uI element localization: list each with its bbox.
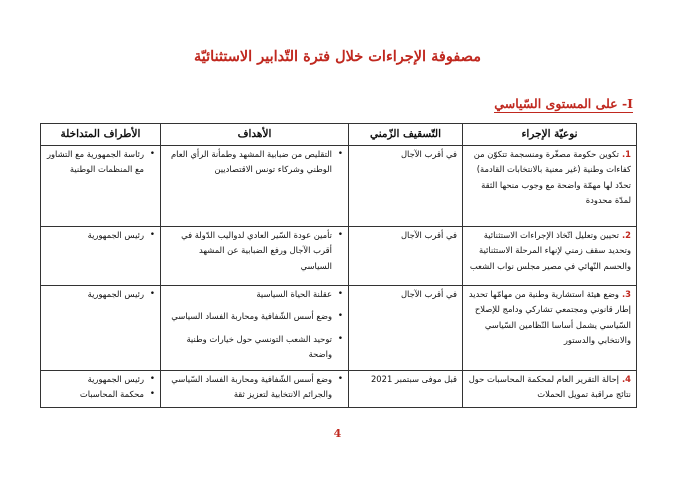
- goals-cell: [161, 371, 349, 408]
- row-number: 1.: [621, 149, 631, 159]
- table-header-row: [41, 124, 637, 146]
- action-text: وضع هيئة استشارية وطنية من مهامّها تحديد إطار قانوني ومجتمعي تشاركي ودامج للإصلاح السّياسي يشمل أساسا النّظامين السّياسي والانتخابي والدستور: [468, 289, 631, 345]
- timing-cell: في أقرب الآجال: [349, 227, 463, 286]
- table-row: [41, 227, 637, 286]
- parties-cell: [41, 371, 161, 408]
- goal-item: • تأمين عودة السّير العادي لدواليب الدّولة في أقرب الآجال ورفع الضبابية عن المشهد السياسي: [166, 228, 332, 274]
- table-row: [41, 371, 637, 408]
- header-goals: الأهداف: [161, 124, 349, 146]
- row-number: 3.: [621, 289, 631, 299]
- header-timing: التّسقيف الزّمني: [349, 124, 463, 146]
- timing-cell: في أقرب الآجال: [349, 286, 463, 371]
- goal-item: • عقلنة الحياة السياسية: [166, 287, 332, 302]
- goal-item: • وضع أسس الشّفافية ومحاربة الفساد السّياسي والجرائم الانتخابية لتعزيز ثقة: [166, 372, 332, 403]
- goals-cell: [161, 227, 349, 286]
- party-item: • رئاسة الجمهورية مع التشاور مع المنظمات الوطنية: [46, 147, 144, 178]
- row-number: 2.: [621, 230, 631, 240]
- header-parties: الأطراف المتداخلة: [41, 124, 161, 146]
- action-cell: [463, 146, 637, 227]
- table-row: [41, 146, 637, 227]
- action-cell: [463, 227, 637, 286]
- goals-cell: [161, 286, 349, 371]
- action-text: تحيين وتعليل اتّخاذ الإجراءات الاستثنائية وتحديد سقف زمني لإنهاء المرحلة الاستثنائية والحسم النّهائي في مصير مجلس نواب الشعب: [469, 230, 631, 271]
- timing-cell: قبل موفى سبتمبر 2021: [349, 371, 463, 408]
- page-title: مصفوفة الإجراءات خلال فترة التّدابير الاستثنائيّة: [193, 48, 481, 65]
- section-heading: I- على المستوى السّياسي: [494, 96, 633, 111]
- party-item: • رئيس الجمهورية: [46, 228, 144, 243]
- parties-cell: [41, 286, 161, 371]
- goal-item: • وضع أسس الشّفافية ومحاربة الفساد السياسي: [166, 309, 332, 324]
- party-item: • رئيس الجمهورية: [46, 287, 144, 302]
- row-number: 4.: [621, 374, 631, 384]
- action-matrix-table: [40, 123, 637, 408]
- parties-cell: [41, 146, 161, 227]
- goals-cell: [161, 146, 349, 227]
- action-text: إحالة التقرير العام لمحكمة المحاسبات حول نتائج مراقبة تمويل الحملات: [468, 374, 631, 400]
- goal-item: • توحيد الشعب التونسي حول خيارات وطنية واضحة: [166, 332, 332, 363]
- page-number: 4: [333, 427, 342, 440]
- action-text: تكوين حكومة مصغّرة ومنسجمة تتكوّن من كفاءات وطنية (غير معنية بالانتخابات القادمة) تحدّد لها مهمّة واضحة مع وجوب منحها الثقة لمدّة محدودة: [473, 149, 631, 205]
- timing-cell: في أقرب الآجال: [349, 146, 463, 227]
- parties-cell: [41, 227, 161, 286]
- header-action-type: نوعيّة الإجراء: [463, 124, 637, 146]
- action-cell: [463, 371, 637, 408]
- action-cell: [463, 286, 637, 371]
- goal-item: • التقليص من ضبابية المشهد وطمأنة الرأي العام الوطني وشركاء تونس الاقتصاديين: [166, 147, 332, 178]
- party-item: • رئيس الجمهورية: [46, 372, 144, 387]
- party-item: • محكمة المحاسبات: [46, 387, 144, 402]
- table-row: [41, 286, 637, 371]
